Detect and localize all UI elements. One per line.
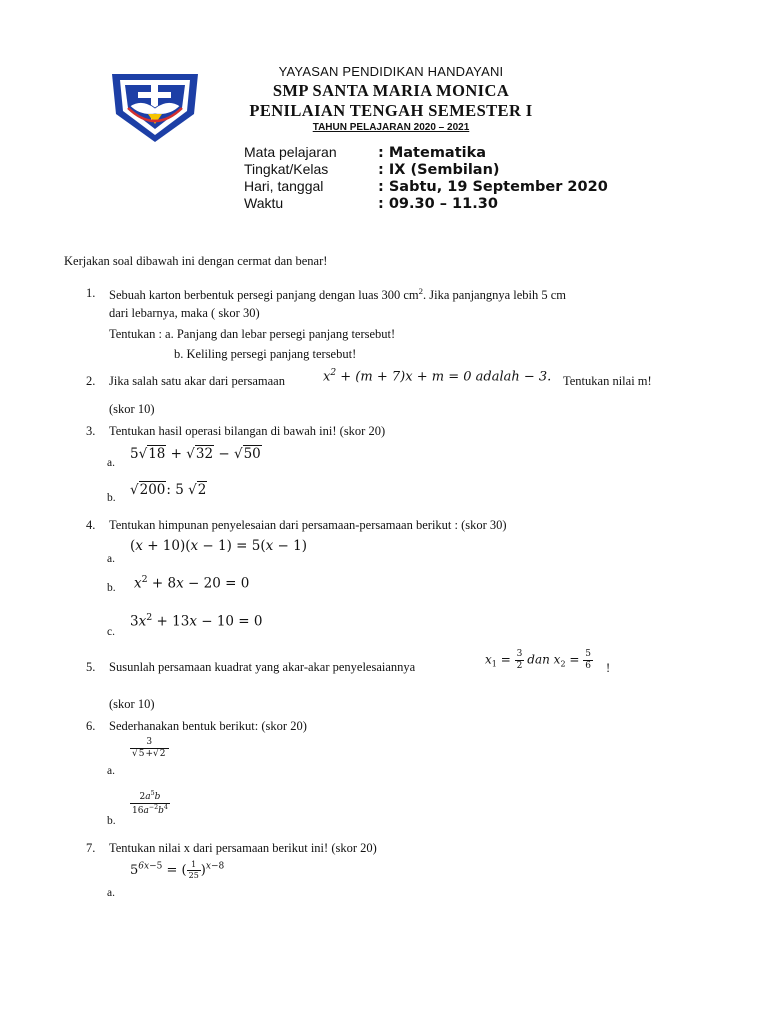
info-row-date	[244, 178, 608, 196]
option-label: b.	[107, 582, 116, 594]
question-number: 4.	[86, 518, 96, 532]
question-4-equation-c: $3x^2 + 13x - 10 = 0$	[130, 612, 263, 630]
question-number: 1.	[86, 286, 96, 300]
info-row-time	[244, 195, 498, 213]
question-4-equation-a: (x + 10)(x − 1) = 5(x − 1)	[130, 538, 308, 554]
academic-year: TAHUN PELAJARAN 2020 – 2021	[312, 122, 470, 133]
info-row-class	[244, 161, 500, 179]
option-label: a.	[107, 457, 115, 469]
question-5-score: (skor 10)	[109, 697, 155, 711]
info-value: : IX (Sembilan)	[378, 162, 500, 178]
info-value: : Matematika	[378, 145, 487, 161]
question-number: 7.	[86, 841, 96, 855]
question-1-task-b: b. Keliling persegi panjang tersebut!	[174, 347, 357, 361]
question-7-text: Tentukan nilai x dari persamaan berikut ini! (skor 20)	[109, 841, 377, 855]
question-4-text: Tentukan himpunan penyelesaian dari persamaan-persamaan berikut : (skor 30)	[109, 518, 507, 532]
question-3-expression-b: √200: 5 √2	[130, 482, 207, 498]
option-label: a.	[107, 887, 115, 899]
question-number: 6.	[86, 719, 96, 733]
question-3-text: Tentukan hasil operasi bilangan di bawah ini! (skor 20)	[109, 424, 386, 438]
question-6-expression-a: $\frac{3}{√5+√2}$	[130, 738, 169, 759]
option-label: c.	[107, 626, 115, 638]
option-label: b.	[107, 492, 116, 504]
question-2-text: Jika salah satu akar dari persamaan	[109, 374, 285, 388]
question-2-equation: $x^2 + (m + 7)x + m = 0$ adalah − 3.	[323, 368, 552, 385]
exam-title: PENILAIAN TENGAH SEMESTER I	[249, 101, 533, 120]
option-label: b.	[107, 815, 116, 827]
info-value: : Sabtu, 19 September 2020	[378, 179, 608, 195]
question-2-score: (skor 10)	[109, 402, 155, 416]
question-5-roots: $x_1$ = $\frac{3}{2}$ dan $x_2$ = $\frac{5}{6}$	[485, 649, 591, 671]
foundation-name: YAYASAN PENDIDIKAN HANDAYANI	[278, 64, 504, 79]
question-5-text: Susunlah persamaan kuadrat yang akar-akar penyelesaiannya	[109, 660, 416, 674]
info-label: Mata pelajaran	[244, 144, 337, 160]
question-1-line-2: dari lebarnya, maka ( skor 30)	[109, 306, 260, 320]
info-value: : 09.30 – 11.30	[378, 196, 498, 212]
school-logo	[108, 64, 202, 146]
question-7-equation: $5^{6x-5}$ = ( $\frac{1}{25}$ )$^{x-8}$	[130, 860, 225, 880]
question-number: 2.	[86, 374, 96, 388]
info-label: Hari, tanggal	[244, 178, 324, 194]
info-label: Tingkat/Kelas	[244, 161, 329, 177]
question-4-equation-b: $x^2 + 8x - 20 = 0$	[134, 574, 250, 592]
info-row-subject	[244, 144, 486, 162]
option-label: a.	[107, 765, 115, 777]
question-number: 5.	[86, 660, 96, 674]
instruction: Kerjakan soal dibawah ini dengan cermat dan benar!	[64, 254, 328, 268]
info-label: Waktu	[244, 195, 284, 211]
question-6-text: Sederhanakan bentuk berikut: (skor 20)	[109, 719, 307, 733]
question-6-expression-b: $\frac{2a^5b}{16a^{-2}b^4}$	[132, 790, 168, 816]
question-1-line-1: Sebuah karton berbentuk persegi panjang dengan luas 300 $cm^2$. Jika panjangnya lebih 5 cm	[109, 286, 567, 303]
question-1-task-a: Tentukan : a. Panjang dan lebar persegi panjang tersebut!	[109, 327, 396, 341]
school-name: SMP SANTA MARIA MONICA	[272, 81, 510, 100]
question-3-expression-a: 5√18 + √32 − √50	[130, 446, 261, 462]
question-5-tail: !	[606, 661, 611, 675]
question-number: 3.	[86, 424, 96, 438]
option-label: a.	[107, 553, 115, 565]
question-2-tail: Tentukan nilai m!	[563, 374, 652, 388]
